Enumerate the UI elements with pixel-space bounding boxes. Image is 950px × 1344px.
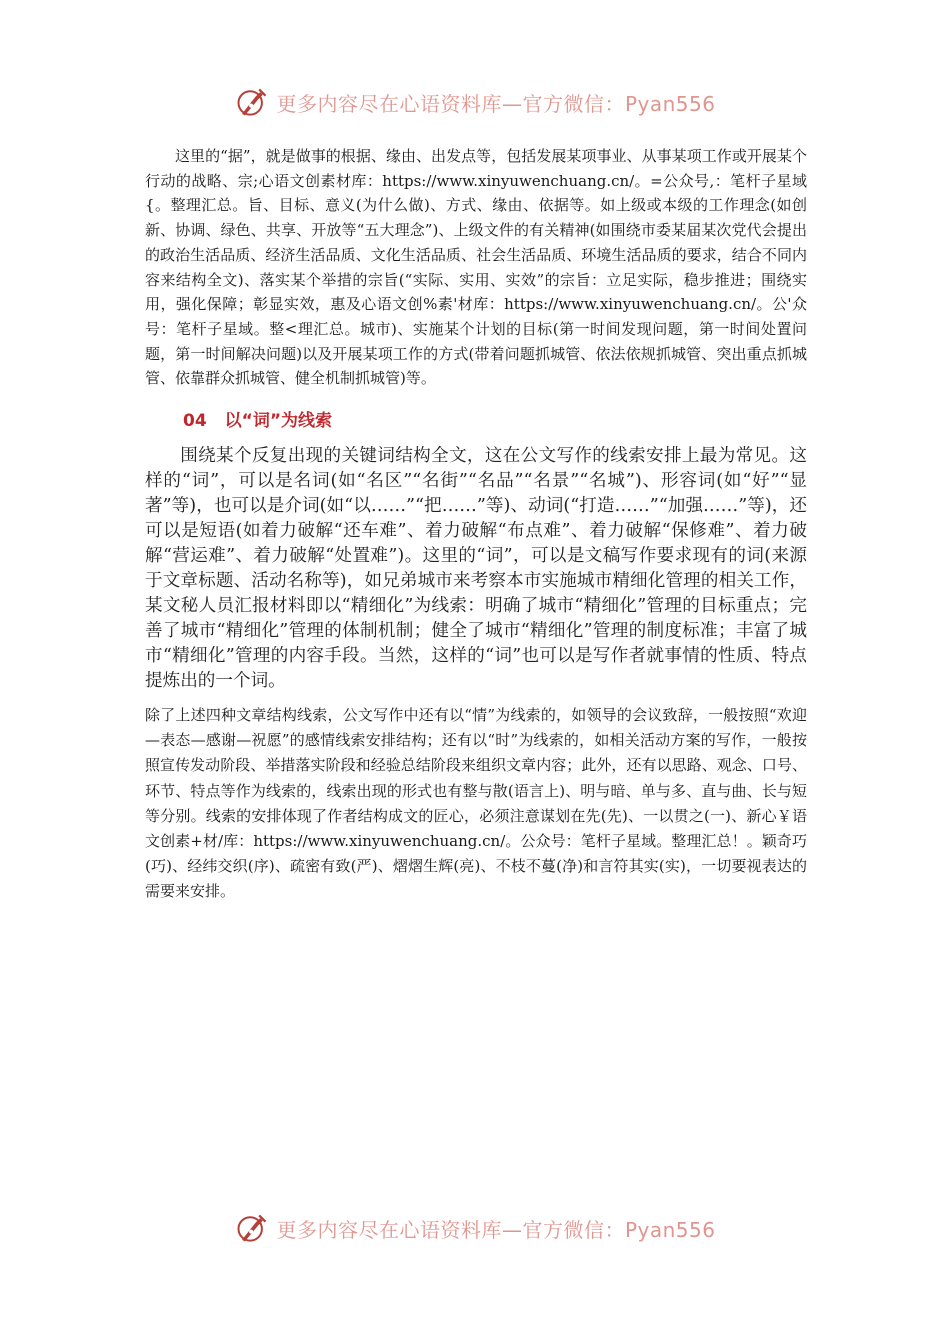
article-body: [145, 144, 807, 905]
header-banner: [0, 80, 950, 124]
paragraph-1: 这里的“据”，就是做事的根据、缘由、出发点等，包括发展某项事业、从事某项工作或开展某个行动的战略、宗;心语文创素材库：https://www.xinyuwenchuang.cn/。=公众号,：笔杆子星域{。整理汇总。旨、目标、意义(为什么做)、方式、缘由、依据等。如上级或本级的工作理念(如创新、协调、绿色、共享、开放等“五大理念”)、上级文件的有关精神(如围绕市委某届某次党代会提出的政治生活品质、经济生活品质、文化生活品质、社会生活品质、环境生活品质的要求，结合不同内容来结构全文)、落实某个举措的宗旨(“实际、实用、实效”的宗旨：立足实际，稳步推进；围绕实用，强化保障；彰显实效，惠及心语文创%素'材库：https://www.xinyuwenchuang.cn/。公'众号：笔杆子星域。整<理汇总。城市)、实施某个计划的目标(第一时间发现问题，第一时间处置问题，第一时间解决问题)以及开展某项工作的方式(带着问题抓城管、依法依规抓城管、突出重点抓城管、依靠群众抓城管、健全机制抓城管)等。: [145, 147, 807, 388]
paragraph-3: 除了上述四种文章结构线索，公文写作中还有以“情”为线索的，如领导的会议致辞，一般按照“欢迎—表态—感谢—祝愿”的感情线索安排结构；还有以“时”为线索的，如相关活动方案的写作，一般按照宣传发动阶段、举措落实阶段和经验总结阶段来组织文章内容；此外，还有以思路、观念、口号、环节、特点等作为线索的，线索出现的形式也有整与散(语言上)、明与暗、单与多、直与曲、长与短等分别。线索的安排体现了作者结构成文的匠心，必须注意谋划在先(先)、一以贯之(一)、新心￥语文创素+材/库：https://www.xinyuwenchuang.cn/。公众号：笔杆子星域。整理汇总！。颖奇巧(巧)、经纬交织(序)、疏密有致(严)、熠熠生辉(亮)、不枝不蔓(净)和言符其实(实)，一切要视表达的需要来安排。: [145, 706, 807, 901]
pen-nib-logo-icon: [234, 84, 270, 120]
section-heading: [145, 408, 807, 434]
paragraph-2: 围绕某个反复出现的关键词结构全文，这在公文写作的线索安排上最为常见。这样的“词”，可以是名词(如“名区”“名街”“名品”“名景”“名城”)、形容词(如“好”“显著”等)，也可以是介词(如“以……”“把……”等)、动词(“打造……”“加强……”等)，还可以是短语(如着力破解“还车难”、着力破解“布点难”、着力破解“保修难”、着力破解“营运难”、着力破解“处置难”)。这里的“词”，可以是文稿写作要求现有的词(来源于文章标题、活动名称等)，如兄弟城市来考察本市实施城市精细化管理的相关工作，某文秘人员汇报材料即以“精细化”为线索：明确了城市“精细化”管理的目标重点；完善了城市“精细化”管理的体制机制；健全了城市“精细化”管理的制度标准；丰富了城市“精细化”管理的内容手段。当然，这样的“词”也可以是写作者就事情的性质、特点提炼出的一个词。: [145, 446, 807, 692]
section-title: 以“词”为线索: [224, 411, 333, 432]
pen-nib-logo-icon: [234, 1210, 270, 1246]
header-banner-text: 更多内容尽在心语资料库—官方微信：Pyan556: [276, 91, 716, 116]
footer-banner-text: 更多内容尽在心语资料库—官方微信：Pyan556: [276, 1217, 716, 1242]
section-number: 04: [183, 411, 207, 432]
footer-banner: [0, 1206, 950, 1250]
